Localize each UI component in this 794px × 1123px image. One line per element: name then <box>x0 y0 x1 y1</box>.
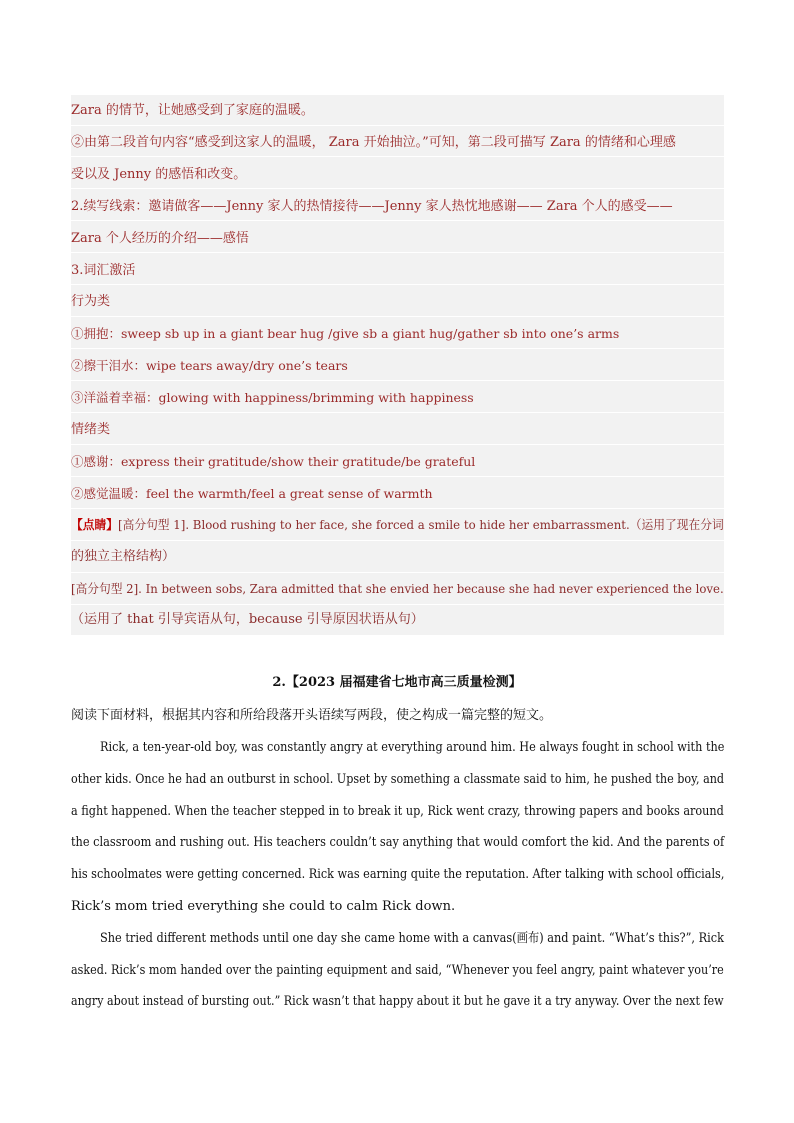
box-row-divider <box>71 414 724 445</box>
category-label: 情绪类 <box>71 422 111 437</box>
dianjing-line <box>71 517 724 533</box>
box-row-divider <box>71 286 724 317</box>
passage-line: Rick, a ten-year-old boy, was constantly angry at everything around him. He always fought in school with the <box>100 740 725 755</box>
gaofen-sentence-2-note: （运用了 that 引导宾语从句，because 引导原因状语从句） <box>71 612 424 627</box>
answer-line: Zara 个人经历的介绍——感悟 <box>71 231 249 246</box>
dianjing-line-continued: 的独立主格结构） <box>71 549 176 564</box>
answer-line: 2.续写线索：邀请做客——Jenny 家人的热情接待——Jenny 家人热忱地感谢—— Zara 个人的感受—— <box>71 199 673 214</box>
passage-line: a fight happened. When the teacher stepped in to break it up, Rick went crazy, throwing papers and books around <box>71 804 724 819</box>
answer-line: 受以及 Jenny 的感悟和改变。 <box>71 167 247 182</box>
passage-line: other kids. Once he had an outburst in school. Upset by something a classmate said to him, he pushed the boy, and <box>71 772 725 787</box>
category-label: 行为类 <box>71 294 111 309</box>
passage-line: Rick’s mom tried everything she could to calm Rick down. <box>71 899 456 914</box>
dianjing-label: 【点睛】 <box>71 517 118 532</box>
passage-line: She tried different methods until one day she came home with a canvas(画布) and paint. “What’s this?”, Rick <box>100 931 724 946</box>
answer-line: Zara 的情节，让她感受到了家庭的温暖。 <box>71 103 314 118</box>
vocab-item: ①拥抱：sweep sb up in a giant bear hug /give sb a giant hug/gather sb into one’s arms <box>71 326 620 341</box>
vocab-item: ②感觉温暖：feel the warmth/feel a great sense of warmth <box>71 486 433 501</box>
question-heading <box>0 675 794 691</box>
question-number: 2. <box>272 675 286 690</box>
question-instruction: 阅读下面材料，根据其内容和所给段落开头语续写两段，使之构成一篇完整的短文。 <box>71 708 553 723</box>
vocab-item: ①感谢：express their gratitude/show their gratitude/be grateful <box>71 454 476 469</box>
box-row-divider <box>71 254 724 285</box>
vocab-heading: 3.词汇激活 <box>71 263 136 278</box>
vocab-item: ③洋溢着幸福：glowing with happiness/brimming with happiness <box>71 390 474 405</box>
dianjing-text: [高分句型 1]. Blood rushing to her face, she forced a smile to hide her embarrassment.（运用了现在分词 <box>117 517 724 532</box>
answer-line: ②由第二段首句内容“感受到这家人的温暖， Zara 开始抽泣。”可知，第二段可描写 Zara 的情绪和心理感 <box>71 135 676 150</box>
passage-line: asked. Rick’s mom handed over the painting equipment and said, “Whenever you feel angry, paint whatever you’re <box>71 963 724 978</box>
passage-line: his schoolmates were getting concerned. Rick was earning quite the reputation. After talking with school officials, <box>71 867 725 882</box>
passage-line: the classroom and rushing out. His teachers couldn’t say anything that would comfort the kid. And the parents of <box>71 835 725 850</box>
passage-line: angry about instead of bursting out.” Rick wasn’t that happy about it but he gave it a try anyway. Over the next few <box>71 994 724 1009</box>
gaofen-sentence-2: [高分句型 2]. In between sobs, Zara admitted that she envied her because she had never experienced the love. <box>71 581 724 596</box>
vocab-item: ②擦干泪水：wipe tears away/dry one’s tears <box>71 358 348 373</box>
question-source: 【2023 届福建省七地市高三质量检测】 <box>285 675 522 690</box>
